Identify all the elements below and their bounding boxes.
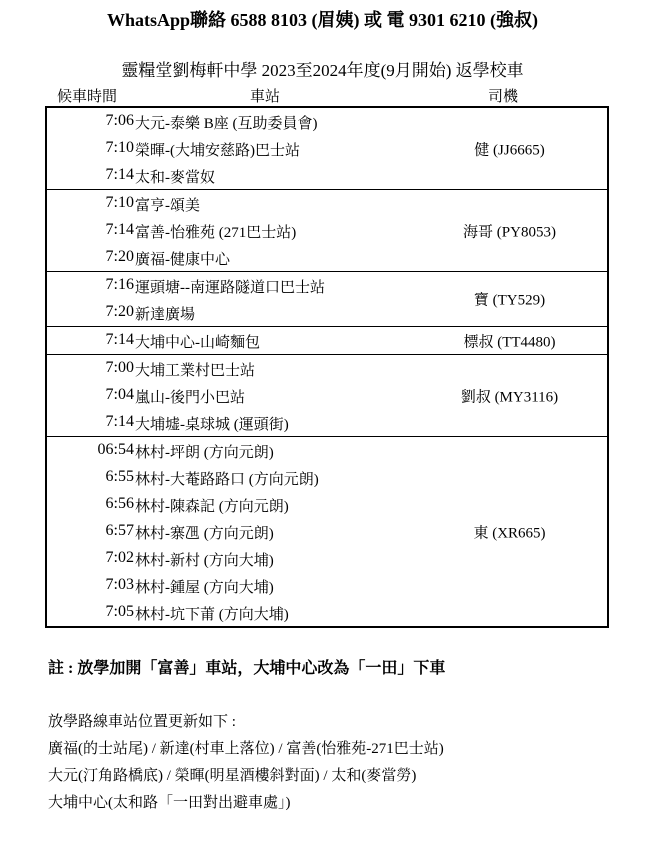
driver-name: 海哥 (PY8053) [463, 224, 556, 240]
pickup-time: 06:54 [97, 441, 134, 458]
bus-stop: 太和-麥當奴 [135, 170, 215, 186]
pickup-time: 7:14 [105, 221, 134, 238]
driver-name: 東 (XR665) [473, 525, 546, 541]
bus-stop: 大元-泰樂 B座 (互助委員會) [135, 116, 318, 132]
updates-heading: 放學路線車站位置更新如下 : [48, 714, 236, 730]
bus-stop: 林村-陳森記 (方向元朗) [135, 499, 289, 515]
pickup-time: 7:16 [105, 276, 134, 293]
header-stop: 車站 [250, 89, 281, 105]
bus-stop: 嵐山-後門小巴站 [135, 390, 245, 406]
pickup-time: 7:02 [105, 549, 134, 566]
bus-stop: 富善-怡雅苑 (271巴士站) [135, 225, 297, 241]
route-group [47, 326, 607, 354]
table-row [47, 190, 607, 217]
pickup-time: 7:10 [105, 139, 134, 156]
route-group [47, 189, 607, 271]
table-row [47, 108, 607, 135]
bus-stop: 廣福-健康中心 [135, 252, 230, 268]
route-group [47, 354, 607, 436]
pickup-time: 6:57 [105, 522, 134, 539]
bus-stop: 運頭塘--南運路隧道口巴士站 [135, 280, 325, 296]
table-row [47, 491, 607, 518]
bus-stop: 林村-新村 (方向大埔) [135, 553, 274, 569]
driver-name: 寶 (TY529) [473, 292, 546, 309]
route-group [47, 108, 607, 189]
bus-stop: 林村-大菴路路口 (方向元朗) [135, 472, 319, 488]
bus-stop: 新達廣場 [135, 307, 196, 323]
pickup-time: 7:03 [105, 576, 134, 593]
bus-stop: 林村-寨乪 (方向元朗) [135, 526, 274, 542]
table-row [47, 464, 607, 491]
header-time: 候車時間 [57, 89, 118, 105]
pickup-time: 6:55 [105, 468, 134, 485]
pickup-time: 7:14 [105, 331, 134, 348]
pickup-time: 7:00 [105, 359, 134, 376]
contact-line: WhatsApp聯絡 6588 8103 (眉姨) 或 電 9301 6210 (強叔) [106, 10, 538, 30]
update-line: 大埔中心(太和路「一田對出避車處」) [48, 795, 291, 811]
driver-name: 標叔 (TT4480) [463, 334, 556, 350]
pickup-time: 6:56 [105, 495, 134, 512]
bus-stop: 大埔墟-桌球城 (運頭街) [135, 417, 289, 433]
driver-name: 健 (JJ6665) [474, 142, 545, 158]
bus-stop: 林村-坑下莆 (方向大埔) [135, 607, 289, 623]
pickup-time: 7:06 [105, 112, 134, 129]
pickup-time: 7:10 [105, 194, 134, 211]
bus-stop: 榮暉-(大埔安慈路)巴士站 [135, 143, 300, 159]
bus-stop: 富亨-頌美 [135, 198, 200, 214]
table-row [47, 162, 607, 189]
table-row [47, 437, 607, 464]
route-group [47, 271, 607, 326]
bus-stop: 大埔中心-山崎麵包 [135, 335, 260, 351]
page-title: 靈糧堂劉梅軒中學 2023至2024年度(9月開始) 返學校車 [121, 61, 524, 80]
table-row [47, 572, 607, 599]
table-row [47, 244, 607, 271]
pickup-time: 7:20 [105, 303, 134, 320]
pickup-time: 7:14 [105, 166, 134, 183]
route-group [47, 436, 607, 626]
note: 註 : 放學加開「富善」車站，大埔中心改為「一田」下車 [48, 660, 446, 677]
table-row [47, 599, 607, 626]
pickup-time: 7:14 [105, 413, 134, 430]
header-driver: 司機 [488, 89, 519, 105]
update-line: 大元(汀角路橋底) / 榮暉(明星酒樓斜對面) / 太和(麥當勞) [48, 768, 417, 784]
update-line: 廣福(的士站尾) / 新達(村車上落位) / 富善(怡雅苑-271巴士站) [48, 741, 444, 757]
pickup-time: 7:04 [105, 386, 134, 403]
table-row [47, 409, 607, 436]
bus-stop: 林村-坪朗 (方向元朗) [135, 445, 274, 461]
table-row [47, 355, 607, 382]
pickup-time: 7:05 [105, 603, 134, 620]
bus-schedule-table [45, 106, 609, 628]
pickup-time: 7:20 [105, 248, 134, 265]
driver-name: 劉叔 (MY3116) [460, 389, 559, 405]
table-row [47, 545, 607, 572]
bus-stop: 林村-鍾屋 (方向大埔) [135, 580, 274, 596]
bus-stop: 大埔工業村巴士站 [135, 363, 256, 379]
table-header [0, 85, 645, 105]
